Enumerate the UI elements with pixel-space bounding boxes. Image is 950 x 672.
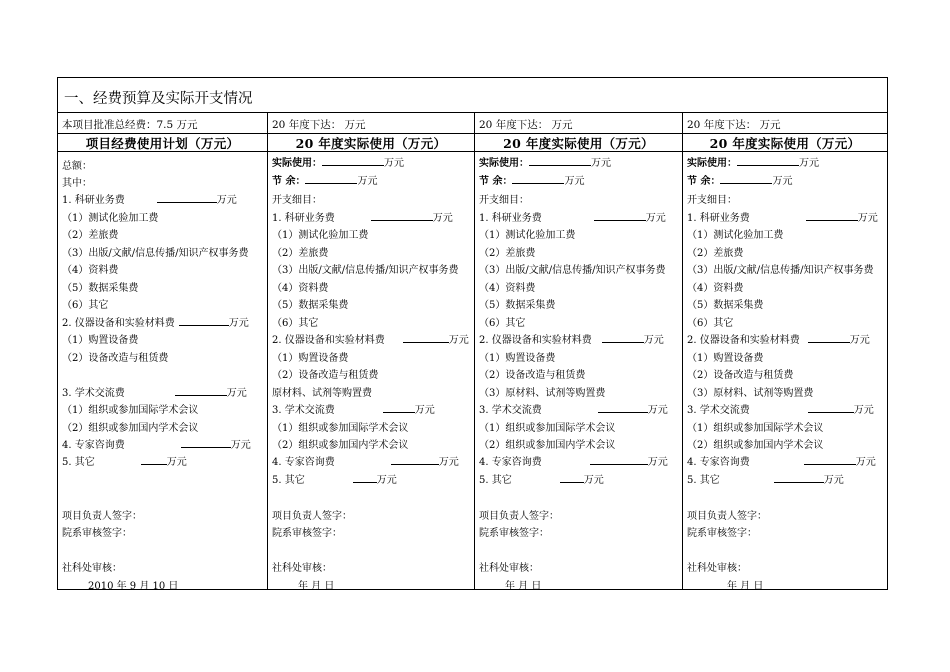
item-equipment: 2. 仪器设备和实验材料费 万元	[687, 331, 870, 346]
subitem: （1）购置设备费	[479, 353, 556, 364]
item-research: 1. 科研业务费 万元	[479, 209, 666, 224]
subitem: （1）组织或参加国际学术会议	[479, 423, 616, 434]
item-exchange: 3. 学术交流费 万元	[687, 401, 874, 416]
subitem: （3）出版/文献/信息传播/知识产权事务费	[272, 265, 459, 276]
item-consult: 4. 专家咨询费 万元	[479, 453, 668, 468]
subitem: （2）差旅费	[272, 248, 329, 259]
sign-dept: 院系审核签字：	[62, 528, 132, 539]
sign-date: 年 月 日	[505, 581, 542, 592]
subitem: （1）组织或参加国际学术会议	[687, 423, 824, 434]
item-equipment: 2. 仪器设备和实验材料费 万元	[272, 331, 469, 346]
item-exchange: 3. 学术交流费 万元	[272, 401, 435, 416]
detail-label: 开支细目：	[272, 195, 322, 206]
allocated-col3: 20 年度下达： 万元	[479, 119, 573, 131]
subitem: （2）设备改造与租赁费	[687, 370, 794, 381]
subitem: （2）设备改造与租赁费	[479, 370, 586, 381]
sign-leader: 项目负责人签字：	[62, 511, 142, 522]
header-actual-col4: 20 年度实际使用（万元）	[709, 136, 861, 151]
subitem: （3）原材料、试剂等购置费	[479, 388, 606, 399]
item-equipment: 2. 仪器设备和实验材料费 万元	[62, 314, 249, 329]
subitem: （2）差旅费	[479, 248, 536, 259]
subitem: （6）其它	[272, 318, 319, 329]
item-research: 1. 科研业务费 万元	[687, 209, 878, 224]
sign-office: 社科处审核：	[62, 563, 122, 574]
header-plan: 项目经费使用计划（万元）	[85, 136, 240, 151]
subitem: （5）数据采集费	[272, 300, 349, 311]
header-actual-col3: 20 年度实际使用（万元）	[503, 136, 654, 151]
subitem: （1）测试化验加工费	[479, 230, 576, 241]
subitem: （6）其它	[687, 318, 734, 329]
item-other: 5. 其它 万元	[479, 471, 604, 486]
subitem: （1）测试化验加工费	[62, 213, 159, 224]
subitem: （1）购置设备费	[62, 335, 139, 346]
column-divider	[267, 113, 268, 589]
among-label: 其中：	[62, 178, 92, 189]
column-divider	[682, 113, 683, 589]
subitem: （2）差旅费	[687, 248, 744, 259]
subitem: （6）其它	[479, 318, 526, 329]
detail-label: 开支细目：	[479, 195, 529, 206]
item-research: 1. 科研业务费 万元	[272, 209, 453, 224]
sign-dept: 院系审核签字：	[272, 528, 342, 539]
subitem: （2）组织或参加国内学术会议	[62, 423, 199, 434]
item-research: 1. 科研业务费 万元	[62, 191, 237, 206]
item-consult: 4. 专家咨询费 万元	[62, 436, 251, 451]
subitem: （2）组织或参加国内学术会议	[687, 440, 824, 451]
subitem: （2）差旅费	[62, 230, 119, 241]
subitem: （3）原材料、试剂等购置费	[687, 388, 814, 399]
sign-dept: 院系审核签字：	[479, 528, 549, 539]
item-exchange: 3. 学术交流费 万元	[479, 401, 668, 416]
column-divider	[474, 113, 475, 589]
remaining: 节 余： 万元	[479, 172, 584, 187]
subitem: （1）购置设备费	[687, 353, 764, 364]
allocated-col4: 20 年度下达： 万元	[687, 119, 781, 131]
remaining: 节 余： 万元	[272, 172, 377, 187]
actual-used: 实际使用： 万元	[687, 154, 819, 169]
subitem: （3）出版/文献/信息传播/知识产权事务费	[62, 248, 249, 259]
subitem: （1）测试化验加工费	[272, 230, 369, 241]
subitem: 原材料、试剂等购置费	[272, 388, 372, 399]
subitem: （1）组织或参加国际学术会议	[62, 405, 199, 416]
subitem: （3）出版/文献/信息传播/知识产权事务费	[479, 265, 666, 276]
sign-dept: 院系审核签字：	[687, 528, 757, 539]
subitem: （1）购置设备费	[272, 353, 349, 364]
allocated-col2: 20 年度下达： 万元	[272, 119, 366, 131]
item-equipment: 2. 仪器设备和实验材料费 万元	[479, 331, 664, 346]
sign-leader: 项目负责人签字：	[687, 511, 767, 522]
sign-office: 社科处审核：	[479, 563, 539, 574]
subitem: （4）资料费	[687, 283, 744, 294]
subitem: （3）出版/文献/信息传播/知识产权事务费	[687, 265, 874, 276]
total-label: 总额：	[62, 161, 92, 172]
subitem: （4）资料费	[479, 283, 536, 294]
section-title: 一、经费预算及实际开支情况	[58, 78, 887, 113]
subitem: （5）数据采集费	[687, 300, 764, 311]
item-consult: 4. 专家咨询费 万元	[687, 453, 876, 468]
header-actual-col2: 20 年度实际使用（万元）	[295, 136, 447, 151]
row-divider	[58, 151, 887, 152]
approved-total: 本项目批准总经费：7.5 万元	[62, 119, 198, 131]
sign-office: 社科处审核：	[272, 563, 332, 574]
subitem: （1）测试化验加工费	[687, 230, 784, 241]
item-other: 5. 其它 万元	[62, 453, 187, 468]
subitem: （2）组织或参加国内学术会议	[272, 440, 409, 451]
subitem: （1）组织或参加国际学术会议	[272, 423, 409, 434]
subitem: （5）数据采集费	[62, 283, 139, 294]
actual-used: 实际使用： 万元	[479, 154, 611, 169]
subitem: （4）资料费	[62, 265, 119, 276]
sign-leader: 项目负责人签字：	[479, 511, 559, 522]
sign-office: 社科处审核：	[687, 563, 747, 574]
subitem: （2）设备改造与租赁费	[272, 370, 379, 381]
item-consult: 4. 专家咨询费 万元	[272, 453, 459, 468]
sign-date: 年 月 日	[727, 581, 764, 592]
subitem: （6）其它	[62, 300, 109, 311]
sign-date: 2010 年 9 月 10 日	[88, 581, 179, 592]
item-exchange: 3. 学术交流费 万元	[62, 384, 247, 399]
item-other: 5. 其它 万元	[272, 471, 397, 486]
subitem: （2）设备改造与租赁费	[62, 353, 169, 364]
item-other: 5. 其它 万元	[687, 471, 844, 486]
remaining: 节 余： 万元	[687, 172, 792, 187]
budget-table	[57, 77, 888, 590]
subitem: （4）资料费	[272, 283, 329, 294]
subitem: （5）数据采集费	[479, 300, 556, 311]
subitem: （2）组织或参加国内学术会议	[479, 440, 616, 451]
sign-leader: 项目负责人签字：	[272, 511, 352, 522]
actual-used: 实际使用： 万元	[272, 154, 404, 169]
sign-date: 年 月 日	[298, 581, 335, 592]
detail-label: 开支细目：	[687, 195, 737, 206]
